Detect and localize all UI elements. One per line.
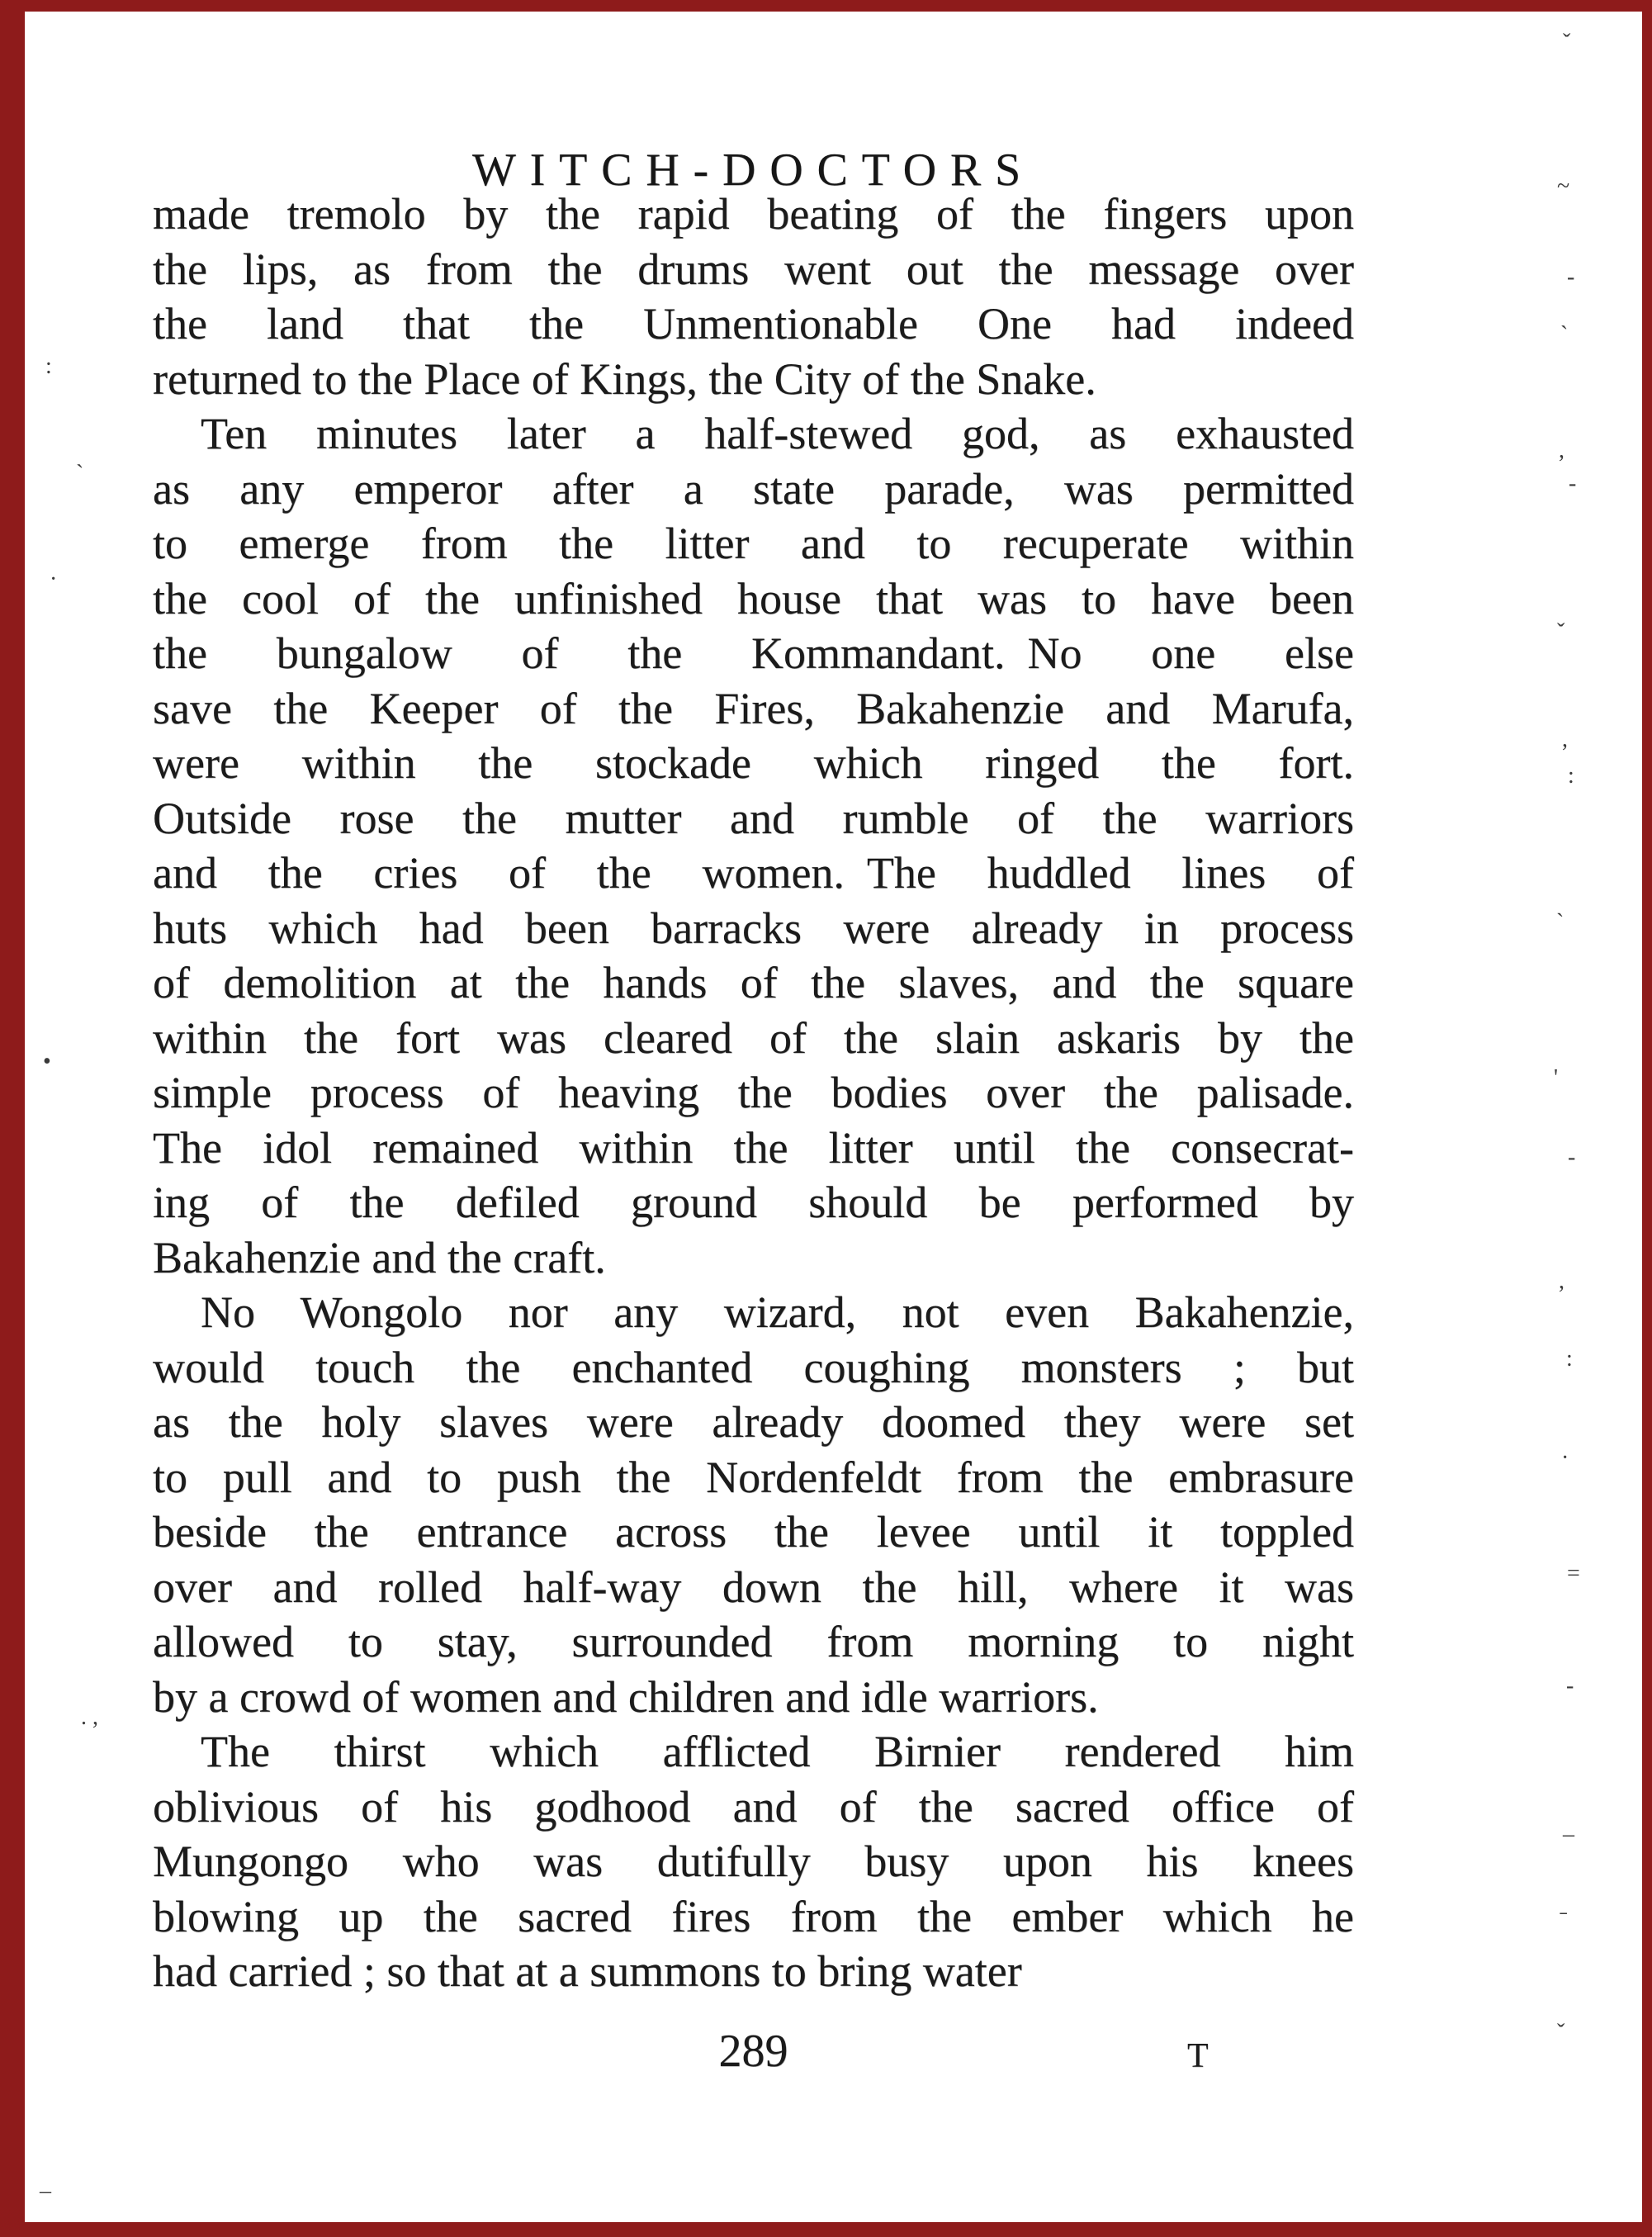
- margin-mark: :: [1566, 1346, 1573, 1372]
- text-line: huts which had been barracks were already in process: [153, 903, 1354, 953]
- text-line: The idol remained within the litter until the consecrat-: [153, 1122, 1354, 1173]
- text-line: had carried ; so that at a summons to bring water: [153, 1946, 1022, 1996]
- margin-mark: ·: [1561, 1445, 1569, 1471]
- text-line: oblivious of his godhood and of the sacred office of: [153, 1781, 1354, 1832]
- text-line: to pull and to push the Nordenfeldt from the embrasure: [153, 1452, 1354, 1502]
- margin-mark: ~: [1557, 173, 1570, 199]
- margin-mark: ˇ: [1557, 2020, 1565, 2045]
- text-line: Mungongo who was dutifully busy upon his knees: [153, 1837, 1354, 1886]
- margin-mark: `: [76, 461, 84, 486]
- text-line: simple process of heaving the bodies over the palisade.: [153, 1068, 1354, 1117]
- text-line: returned to the Place of Kings, the City of the Snake.: [153, 353, 1096, 404]
- text-line: allowed to stay, surrounded from morning to night: [153, 1617, 1354, 1666]
- margin-mark: •: [43, 1049, 51, 1074]
- margin-mark: ·: [50, 566, 58, 592]
- margin-mark: -: [1568, 1145, 1576, 1170]
- margin-mark: :: [45, 353, 52, 379]
- margin-mark: ˇ: [1563, 30, 1571, 55]
- text-line: Outside rose the mutter and rumble of the warriors: [153, 793, 1354, 843]
- margin-mark: -: [1566, 1673, 1574, 1699]
- margin-mark: . ,: [81, 1704, 98, 1730]
- text-line: blowing up the sacred fires from the ember which he: [153, 1891, 1354, 1941]
- text-line: the cool of the unfinished house that was to have been: [153, 573, 1354, 623]
- page-title: WITCH-DOCTORS: [472, 144, 1034, 196]
- text-line: over and rolled half-way down the hill, where it was: [153, 1562, 1354, 1612]
- margin-mark: :: [1568, 763, 1574, 789]
- margin-mark: ˏ: [1556, 892, 1564, 917]
- margin-mark: ˇ: [1557, 619, 1565, 645]
- text-line: Ten minutes later a half-stewed god, as exhausted: [201, 409, 1354, 458]
- text-line: ing of the defiled ground should be performed by: [153, 1178, 1354, 1227]
- text-line: save the Keeper of the Fires, Bakahenzie and Marufa,: [153, 683, 1354, 733]
- text-line: beside the entrance across the levee until it toppled: [153, 1507, 1354, 1557]
- body-text-block: [153, 187, 1354, 1999]
- text-line: within the fort was cleared of the slain askaris by the: [153, 1012, 1354, 1063]
- text-line: would touch the enchanted coughing monsters ; but: [153, 1342, 1354, 1392]
- margin-mark: ˉ: [1560, 1908, 1568, 1933]
- text-line: the land that the Unmentionable One had indeed: [153, 299, 1354, 348]
- margin-mark: ,: [1559, 438, 1564, 463]
- text-line: to emerge from the litter and to recuperate within: [153, 519, 1354, 568]
- text-line: made tremolo by the rapid beating of the fingers upon: [153, 189, 1354, 239]
- text-line: as the holy slaves were already doomed they were set: [153, 1397, 1354, 1447]
- text-line: of demolition at the hands of the slaves, and the square: [153, 958, 1354, 1007]
- text-line: and the cries of the women. The huddled lines of: [153, 848, 1354, 898]
- signature-mark: T: [1187, 2037, 1209, 2075]
- margin-mark: –: [1563, 1822, 1574, 1847]
- text-line: The thirst which afflicted Birnier rendered him: [201, 1727, 1354, 1776]
- margin-mark: -: [1567, 264, 1575, 290]
- margin-mark: ': [1554, 1065, 1559, 1091]
- text-line: Bakahenzie and the craft.: [153, 1232, 606, 1282]
- text-line: the lips, as from the drums went out the message over: [153, 244, 1354, 294]
- text-line: were within the stockade which ringed the fort.: [153, 738, 1354, 788]
- text-line: No Wongolo nor any wizard, not even Bakahenzie,: [201, 1287, 1354, 1337]
- margin-mark: ,: [1562, 727, 1568, 752]
- margin-mark: –: [40, 2178, 51, 2204]
- text-line: by a crowd of women and children and idle warriors.: [153, 1671, 1099, 1722]
- margin-mark: =: [1567, 1561, 1580, 1586]
- text-line: the bungalow of the Kommandant. No one else: [153, 628, 1354, 678]
- margin-mark: ,: [1559, 1268, 1564, 1294]
- margin-mark: -: [1569, 471, 1577, 496]
- page-number: 289: [718, 2026, 788, 2077]
- margin-mark: `: [1560, 322, 1569, 348]
- text-line: as any emperor after a state parade, was permitted: [153, 463, 1354, 514]
